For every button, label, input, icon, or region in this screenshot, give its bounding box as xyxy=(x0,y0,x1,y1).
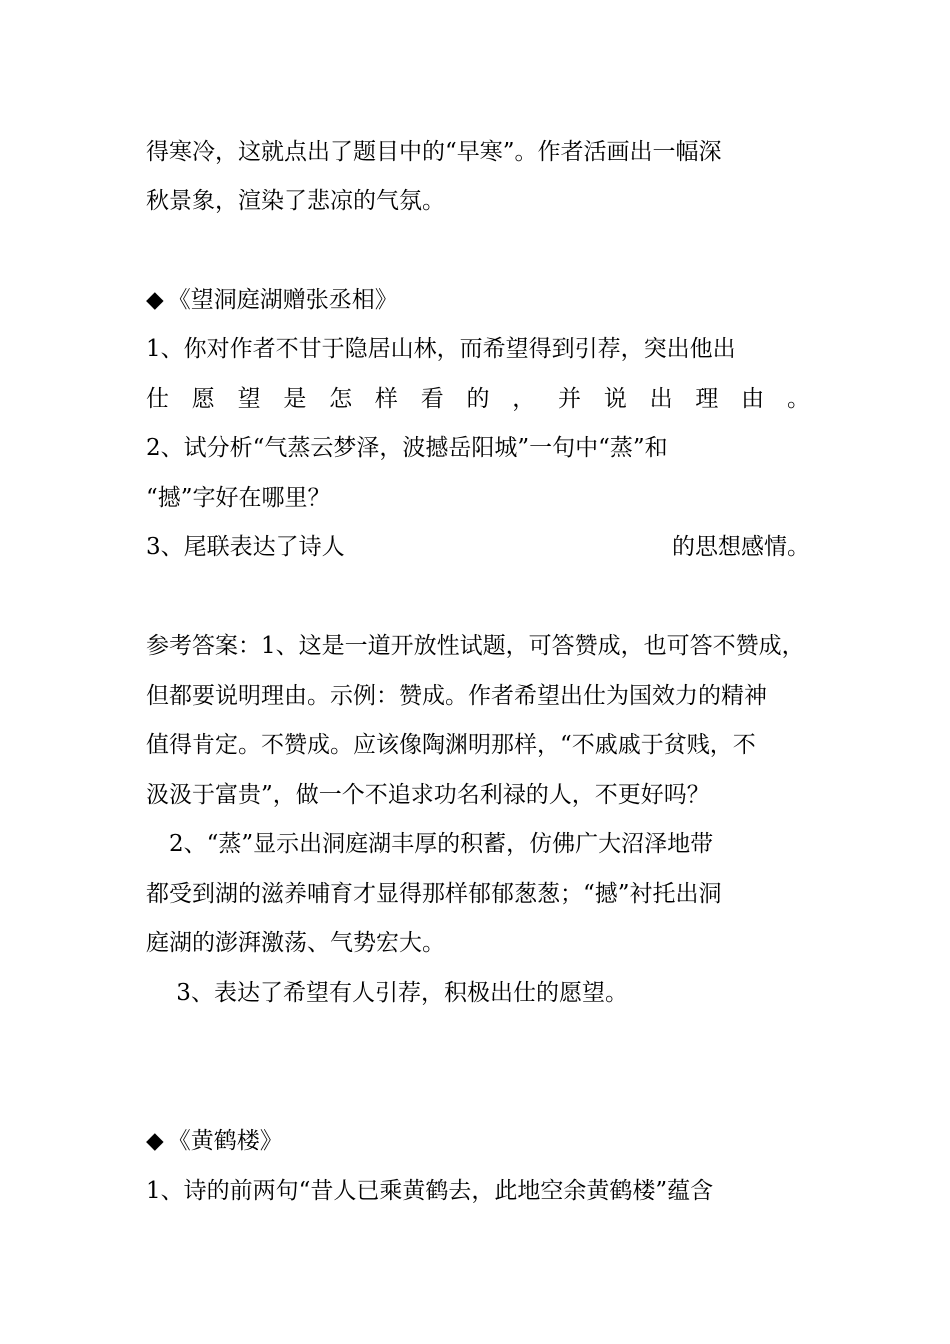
question-line: “撼”字好在哪里？ xyxy=(146,485,331,511)
justified-char: 说 xyxy=(603,386,627,412)
answer-line: 都受到湖的滋养哺育才显得那样郁郁葱葱；“撼”衬托出洞 xyxy=(146,881,722,907)
question-prefix: 3、尾联表达了诗人 xyxy=(146,534,345,560)
answer-line: 值得肯定。不赞成。应该像陶渊明那样，“不戚戚于贫贱，不 xyxy=(146,732,756,758)
section-title: 《黄鹤楼》 xyxy=(167,1128,283,1154)
answer-line: 但都要说明理由。示例：赞成。作者希望出仕为国效力的精神 xyxy=(146,683,767,709)
justified-char: 样 xyxy=(374,386,398,412)
justified-char: 看 xyxy=(420,386,444,412)
paragraph-line: 得寒冷，这就点出了题目中的“早寒”。作者活画出一幅深 xyxy=(146,139,722,165)
justified-char: ， xyxy=(512,386,536,412)
question-line: 1、诗的前两句“昔人已乘黄鹤去，此地空余黄鹤楼”蕴含 xyxy=(146,1178,714,1204)
question-suffix: 的思想感情。 xyxy=(672,534,810,560)
justified-char: 由 xyxy=(741,386,765,412)
justified-char: 是 xyxy=(283,386,307,412)
question-line: 1、你对作者不甘于隐居山林，而希望得到引荐，突出他出 xyxy=(146,336,736,362)
question-line: 2、试分析“气蒸云梦泽，波撼岳阳城”一句中“蒸”和 xyxy=(146,435,668,461)
fill-in-question xyxy=(146,532,810,562)
justified-char: 出 xyxy=(649,386,673,412)
answer-line: 3、表达了希望有人引荐，积极出仕的愿望。 xyxy=(146,980,628,1006)
diamond-bullet-icon: ◆ xyxy=(146,1128,164,1154)
justified-char: 理 xyxy=(695,386,719,412)
justified-char: 仕 xyxy=(146,386,169,412)
justified-char: 的 xyxy=(466,386,490,412)
section-title: 《望洞庭湖赠张丞相》 xyxy=(167,287,398,313)
answer-line: 汲汲于富贵”，做一个不追求功名利禄的人，不更好吗？ xyxy=(146,782,710,808)
justified-char: 望 xyxy=(237,386,261,412)
justified-char: 并 xyxy=(558,386,582,412)
justified-char: 怎 xyxy=(329,386,353,412)
answer-line: 庭湖的澎湃激荡、气势宏大。 xyxy=(146,930,445,956)
answer-line: 参考答案：1、这是一道开放性试题，可答赞成，也可答不赞成， xyxy=(146,633,805,659)
section-heading xyxy=(146,285,810,315)
diamond-bullet-icon: ◆ xyxy=(146,287,164,313)
question-line-justified xyxy=(146,384,810,414)
answer-line: 2、“蒸”显示出洞庭湖丰厚的积蓄，仿佛广大沼泽地带 xyxy=(146,831,714,857)
paragraph-line: 秋景象，渲染了悲凉的气氛。 xyxy=(146,188,445,214)
justified-char: 愿 xyxy=(191,386,215,412)
justified-char: 。 xyxy=(786,386,810,412)
section-heading xyxy=(146,1126,810,1156)
